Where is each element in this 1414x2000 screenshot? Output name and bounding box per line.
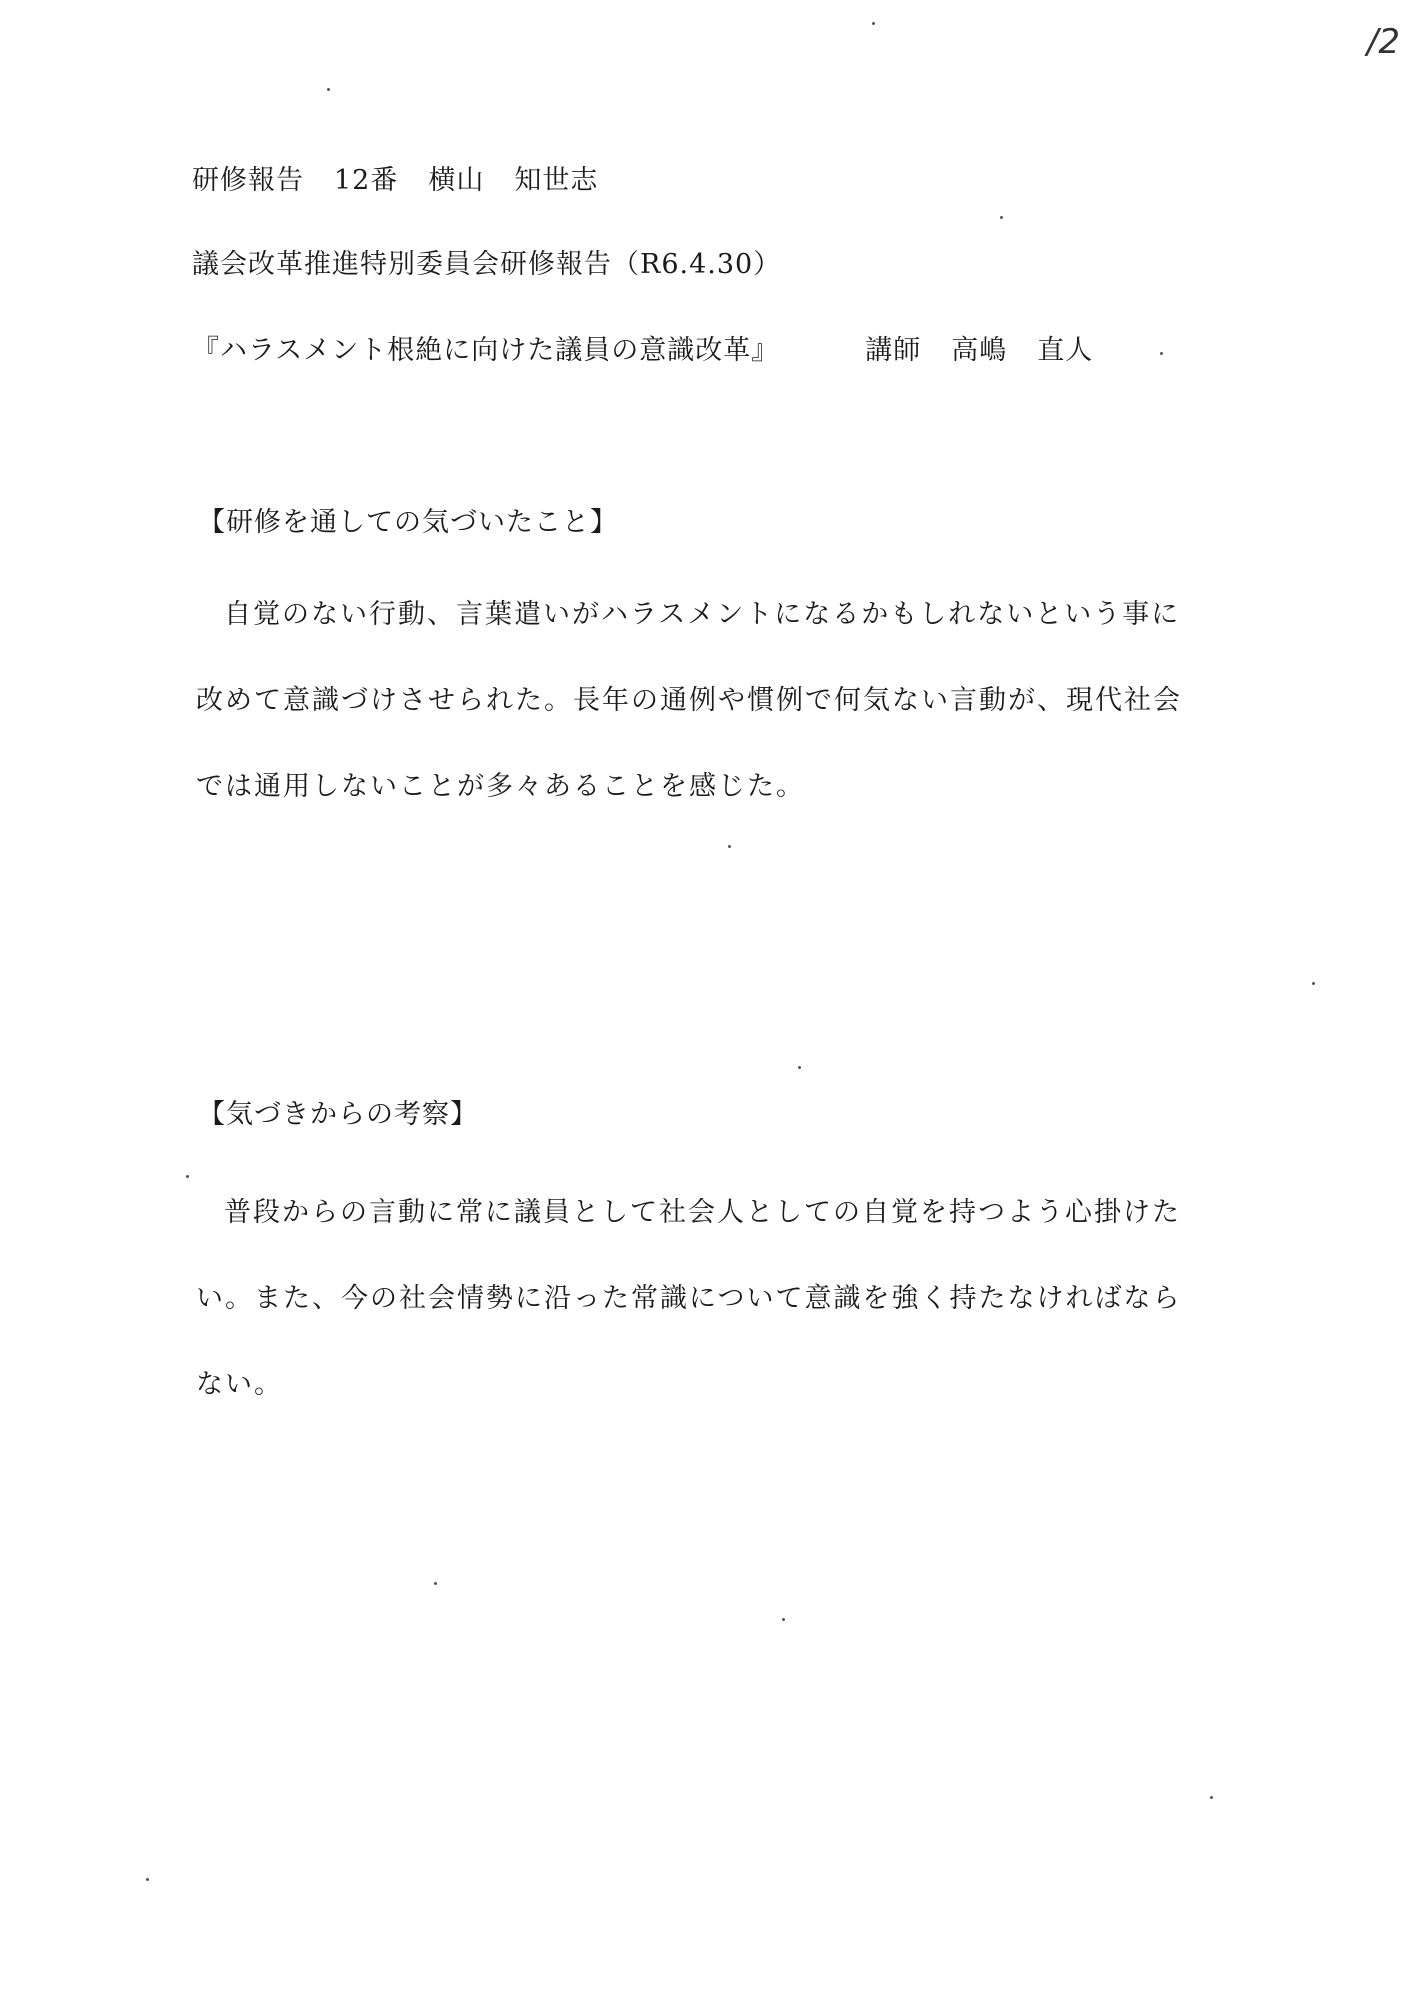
member-surname: 横山: [428, 165, 485, 196]
member-number: 12番: [334, 165, 399, 196]
scan-speck: [327, 88, 330, 91]
report-header-committee: 議会改革推進特別委員会研修報告（R6.4.30）: [192, 249, 782, 280]
scan-speck: [434, 1582, 437, 1585]
scan-speck: [1160, 352, 1163, 355]
page-number: /2: [1366, 22, 1400, 62]
section-heading-findings: 【研修を通しての気づいたこと】: [198, 507, 618, 538]
lecturer-given-name: 直人: [1037, 335, 1094, 366]
scan-speck: [782, 1618, 785, 1621]
scan-speck: [1210, 1796, 1213, 1799]
section-body-consideration: 普段からの言動に常に議員として社会人としての自覚を持つよう心掛けたい。また、今の社会情勢に沿った常識について意識を強く持たなければならない。: [196, 1197, 1182, 1400]
lecturer-surname: 高嶋: [951, 335, 1008, 366]
section-body-findings: 自覚のない行動、言葉遣いがハラスメントになるかもしれないという事に改めて意識づけさせられた。長年の通例や慣例で何気ない言動が、現代社会では通用しないことが多々あることを感じた。: [196, 599, 1182, 802]
scan-speck: [146, 1878, 149, 1881]
scan-speck: [1312, 982, 1315, 985]
report-header-title: [192, 328, 1093, 367]
scan-speck: [872, 22, 875, 25]
lecturer-label: 講師: [865, 335, 922, 366]
scan-speck: [798, 1066, 801, 1069]
report-header-author: [192, 158, 598, 197]
scan-speck: [186, 1175, 189, 1178]
scan-speck: [1000, 216, 1003, 219]
report-label: 研修報告: [192, 165, 304, 196]
training-title: 『ハラスメント根絶に向けた議員の意識改革』: [192, 335, 780, 366]
member-given-name: 知世志: [514, 165, 599, 196]
lecturer: [865, 335, 1093, 366]
section-heading-consideration: 【気づきからの考察】: [198, 1099, 478, 1130]
scan-speck: [728, 845, 731, 848]
